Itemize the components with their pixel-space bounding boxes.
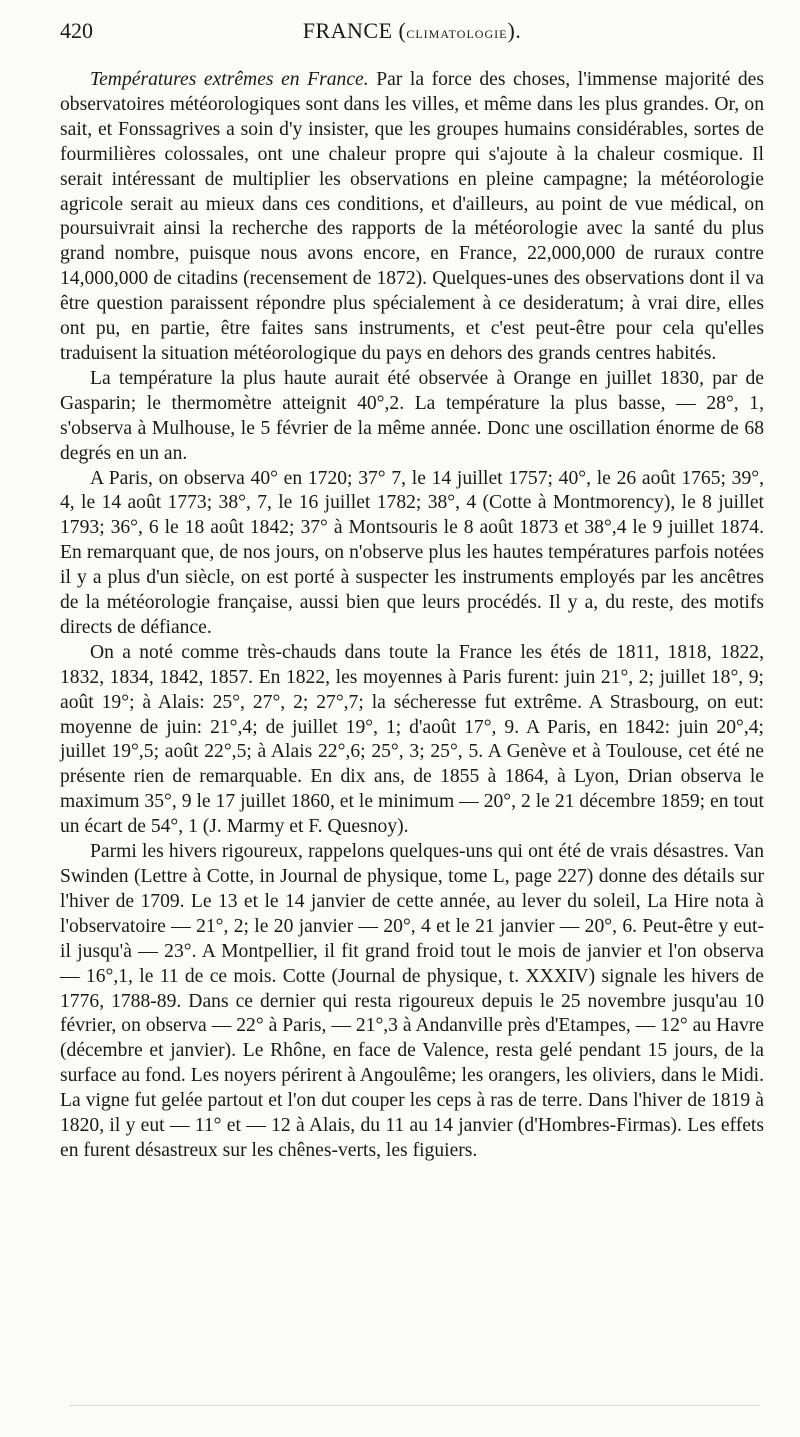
paragraph-3: A Paris, on observa 40° en 1720; 37° 7, le 14 juillet 1757; 40°, le 26 août 1765; 39°, 4, le 14 août 1773; 38°, 7, le 16 juillet 1782; 38°, 4 (Cotte à Montmorency), le 8 juillet 1793; 36°, 6 le 18 août 1842; 37° à Montsouris le 8 août 1873 et 38°,4 le 9 juillet 1874. En remarquant que, de nos jours, on n'observe plus les hautes températures parfois notées il y a plus d'un siècle, on est porté à suspecter les instruments employés par les ancêtres de la météorologie française, aussi bien que leurs procédés. Il y a, du reste, des motifs directs de défiance. — [60, 467, 764, 638]
paragraph-1 — [60, 68, 764, 367]
paragraph-lead-heading: Températures extrêmes en France. — [90, 69, 369, 90]
running-title — [60, 14, 764, 50]
bottom-scan-artifact — [70, 1405, 760, 1407]
page-number: 420 — [60, 18, 93, 43]
paragraph-2: La température la plus haute aurait été observée à Orange en juillet 1830, par de Gasparin; le thermomètre atteignit 40°,2. La température la plus basse, — 28°, 1, s'observa à Mulhouse, le 5 février de la même année. Donc une oscillation énorme de 68 degrés en un an. — [60, 367, 764, 464]
paragraph-5: Parmi les hivers rigoureux, rappelons quelques-uns qui ont été de vrais désastres. Van Swinden (Lettre à Cotte, in Journal de physique, tome L, page 227) donne des détails sur l'hiver de 1709. Le 13 et le 14 janvier de cette année, au lever du soleil, La Hire nota à l'observatoire — 21°, 2; le 20 janvier — 20°, 4 et le 21 janvier — 20°, 6. Peut-être y eut-il jusqu'à — 23°. A Montpellier, il fit grand froid tout le mois de janvier et l'on observa — 16°,1, le 11 de ce mois. Cotte (Journal de physique, t. XXXIV) signale les hivers de 1776, 1788-89. Dans ce dernier qui resta rigoureux depuis le 25 novembre jusqu'au 10 février, on observa — 22° à Paris, — 21°,3 à Andanville près d'Etampes, — 12° au Havre (décembre et janvier). Le Rhône, en face de Valence, resta gelé pendant 15 jours, de la surface au fond. Les noyers périrent à Angoulême; les orangers, les oliviers, dans le Midi. La vigne fut gelée partout et l'on dut couper les ceps à ras de terre. Dans l'hiver de 1819 à 1820, il y eut — 11° et — 12 à Alais, du 11 au 14 janvier (d'Hombres-Firmas). Les effets en furent désastreux sur les chênes-verts, les figuiers. — [60, 841, 764, 1161]
running-title-close: ). — [507, 18, 522, 43]
paragraph-1-text: Par la force des choses, l'immense majorité des observatoires météorologiques sont dans les villes, et même dans les plus grandes. Or, on sait, et Fonssagrives a soin d'y insister, que les groupes humains considérables, sortes de fourmilières colossales, ont une chaleur propre qui s'ajoute à la chaleur cosmique. Il serait intéressant de multiplier les observations en pleine campagne; la météorologie agricole serait au mieux dans ces conditions, et d'ailleurs, au point de vue médical, on poursuivrait ainsi la recherche des rapports de la météorologie avec la santé du plus grand nombre, puisque nous avons encore, en France, 22,000,000 de ruraux contre 14,000,000 de citadins (recensement de 1872). Quelques-unes des observations dont il va être question paraissent répondre plus spécialement à ce desideratum; à vrai dire, elles ont pu, en partie, être faites sans instruments, et c'est peut-être pour cela qu'elles traduisent la situation météorologique du pays en dehors des grands centres habités. — [60, 69, 765, 364]
paragraph-4: On a noté comme très-chauds dans toute la France les étés de 1811, 1818, 1822, 1832, 1834, 1842, 1857. En 1822, les moyennes à Paris furent: juin 21°, 2; juillet 18°, 9; août 19°; à Alais: 25°, 27°, 2; 27°,7; la sécheresse fut extrême. A Strasbourg, on eut: moyenne de juin: 21°,4; de juillet 19°, 1; d'août 17°, 9. A Paris, en 1842: juin 20°,4; juillet 19°,5; août 22°,5; à Alais 22°,6; 25°, 3; 25°, 5. A Genève et à Toulouse, cet été ne présente rien de remarquable. En dix ans, de 1855 à 1864, à Lyon, Drian observa le maximum 35°, 9 le 17 juillet 1860, et le minimum — 20°, 2 le 21 décembre 1859; en tout un écart de 54°, 1 (J. Marmy et F. Quesnoy). — [60, 641, 764, 838]
running-title-subtitle: climatologie — [406, 23, 508, 42]
body-text — [60, 68, 764, 1164]
running-title-main: FRANCE ( — [302, 18, 407, 43]
running-header — [60, 14, 764, 48]
